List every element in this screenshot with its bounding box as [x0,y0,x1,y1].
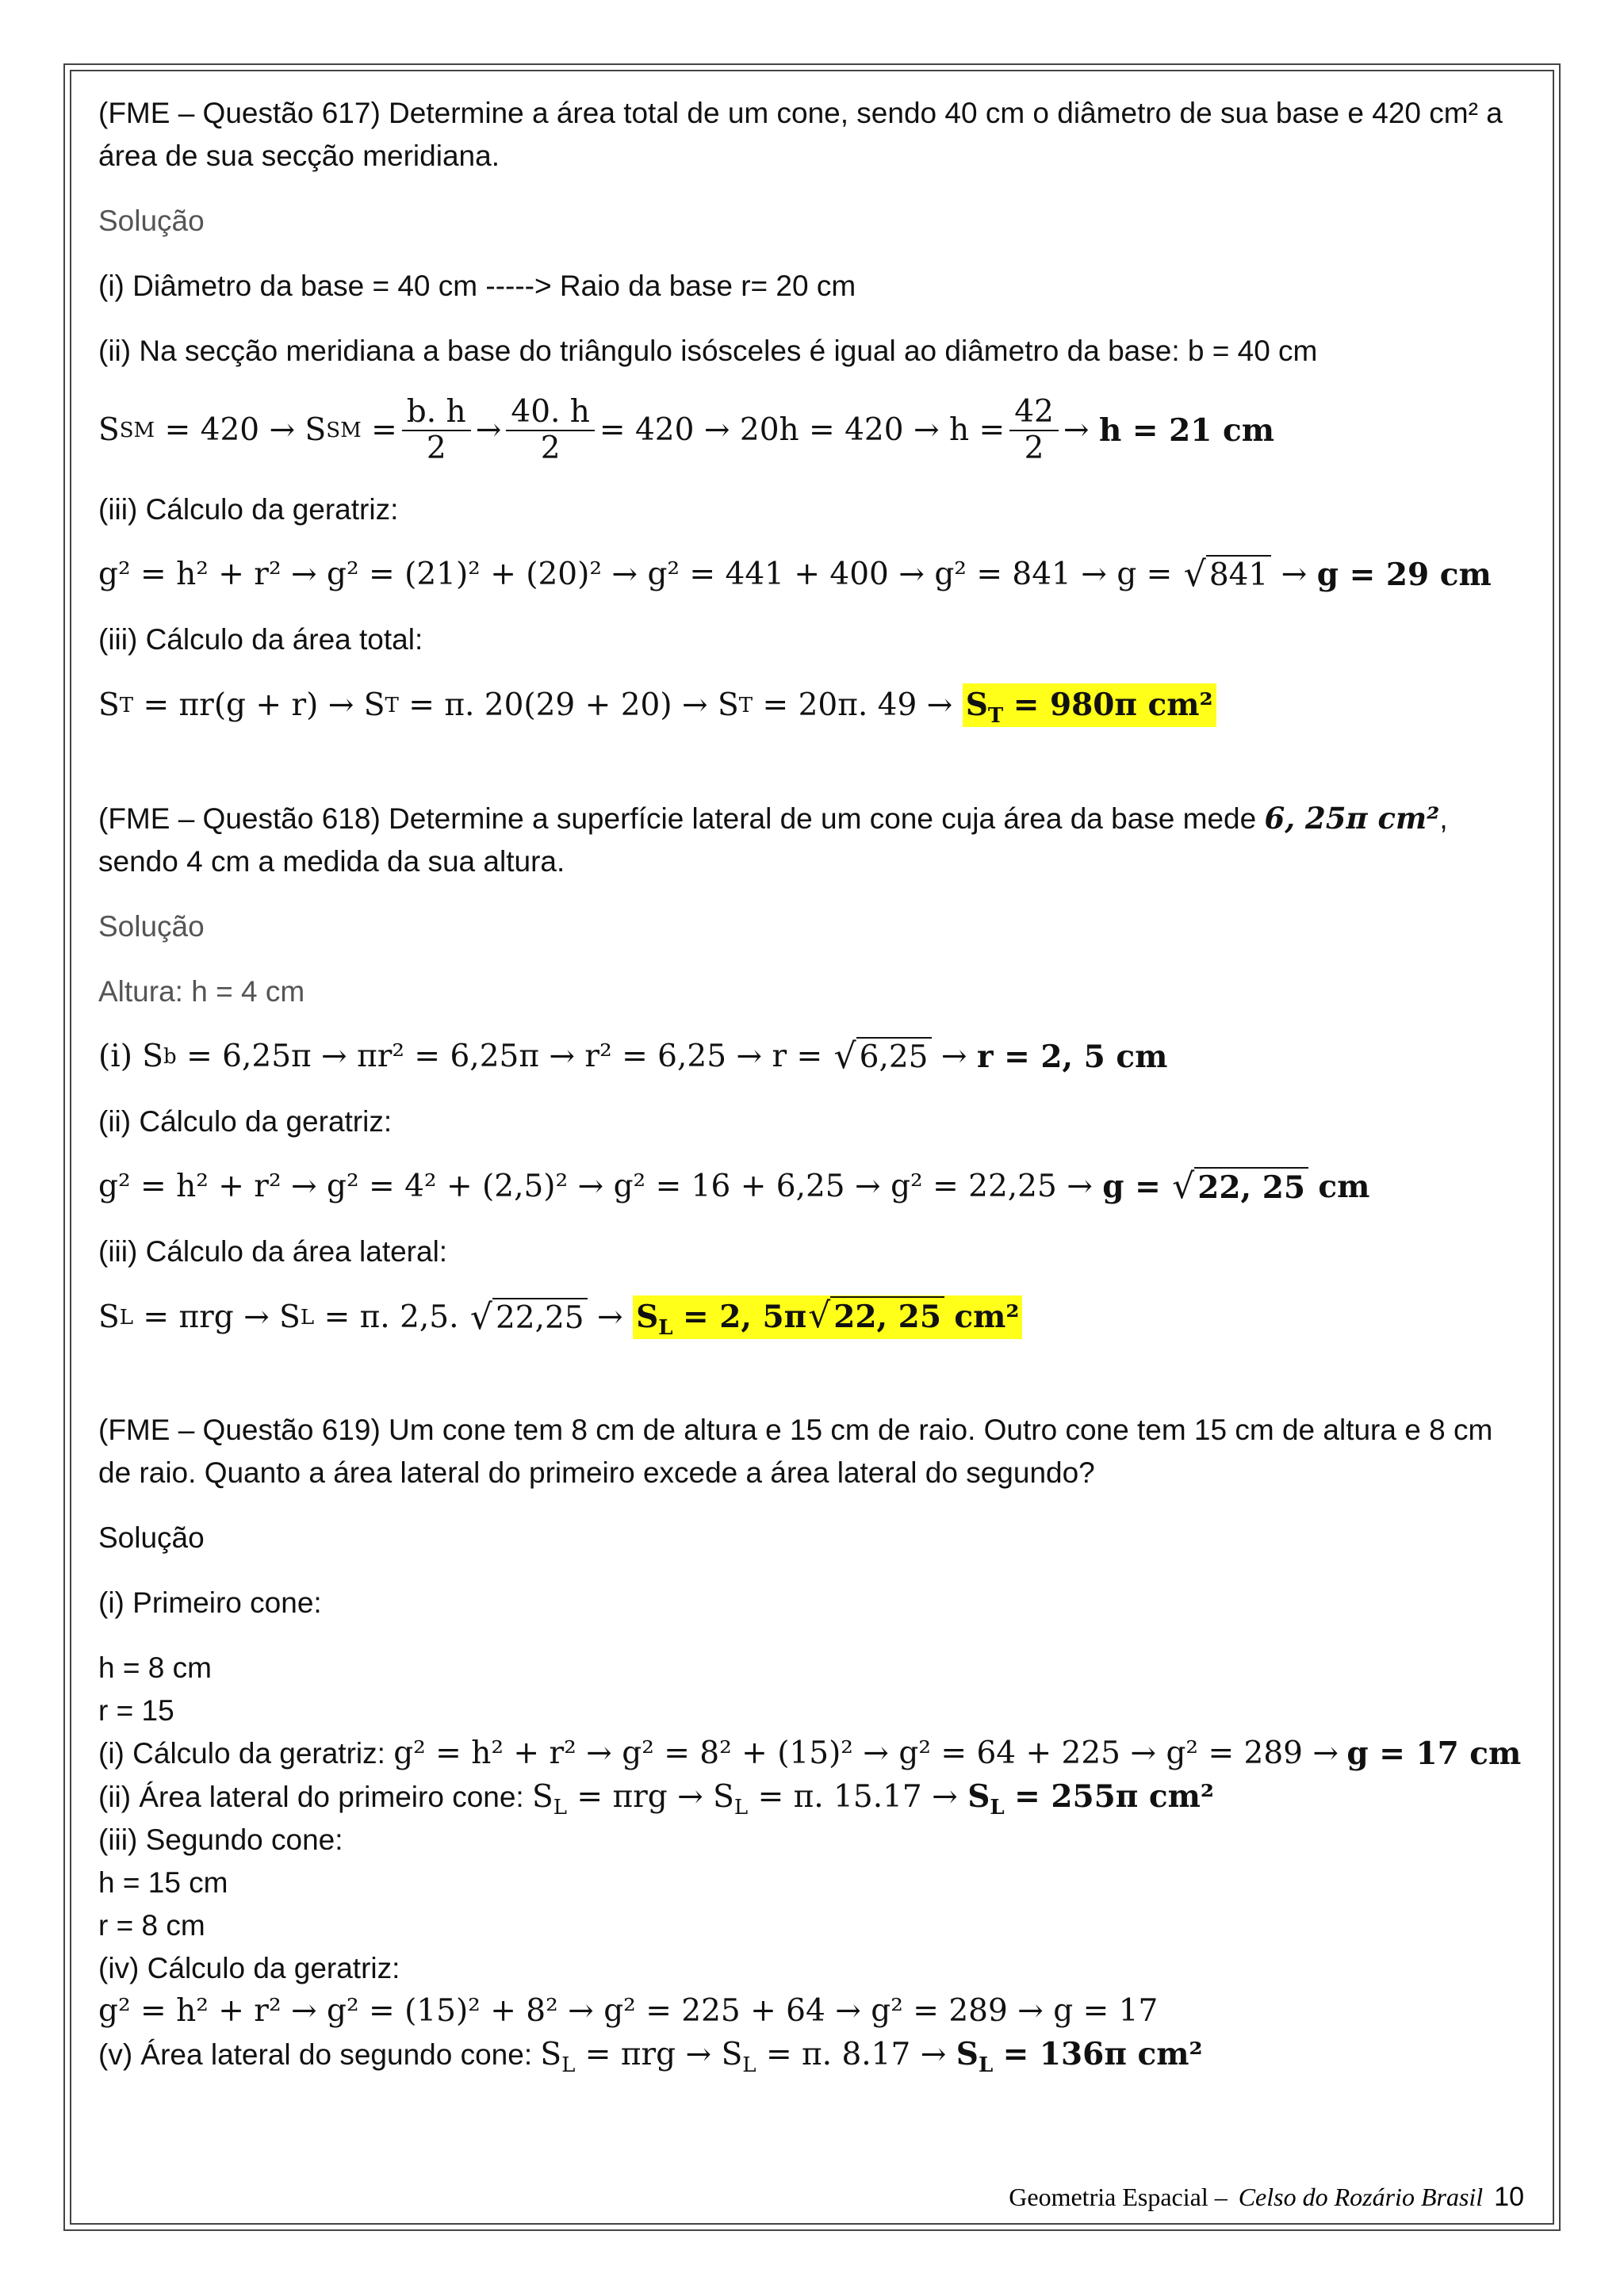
eq-text: = [371,412,397,448]
step-label: (i) Cálculo da geratriz: [98,1737,385,1770]
eq-result: = 255π cm² [1014,1778,1214,1815]
page-number: 10 [1494,2182,1524,2212]
eq-unit: cm [1318,1169,1370,1205]
step-label: (ii) Área lateral do primeiro cone: [98,1780,524,1813]
step-label: (v) Área lateral do segundo cone: [98,2038,533,2071]
question-619-title: (FME – Questão 619) Um cone tem 8 cm de altura e 15 cm de raio. Outro cone tem 15 cm de altura e 8 cm de raio. Quanto a área lateral do primeiro excede a área lateral do segundo? [98,1414,1493,1489]
eq-result: g = [1102,1169,1161,1205]
eq-result: = 980π cm² [1013,687,1213,723]
eq-text: S [540,2037,562,2072]
eq-text: = πrg → S [143,1299,301,1335]
second-cone-radius: r = 8 cm [98,1909,205,1942]
radicand: 22,25 [492,1298,588,1337]
first-lateral-area-line [98,1775,1526,1819]
eq-sub: L [658,1315,673,1340]
title-math: 6, 25π cm² [1264,801,1440,836]
eq-text: = π. 2,5. [324,1299,459,1335]
eq-result: g = 29 cm [1316,557,1492,593]
step-lateral-area: (iii) Cálculo da área lateral: [98,1235,448,1268]
eq-sub: L [742,2053,756,2077]
eq-text: → [1281,557,1308,592]
eq-result: = 136π cm² [1002,2036,1203,2072]
square-root: √ 22,25 [470,1298,588,1337]
eq-sub: L [561,2053,576,2077]
square-root: √ 22, 25 [1172,1167,1308,1207]
eq-text: → [940,1039,967,1074]
eq-text: = πrg → S [584,2037,743,2072]
eq-text: = 420 → S [164,412,327,448]
fraction-numerator: 42 [1009,395,1059,431]
equation-lateral-area: S L = πrg → S L = π. 2,5. √ 22,25 → $S_L = 2$, 5π √ 22, 25 cm² [98,1295,1526,1339]
square-root: √ 22, 25 [808,1296,944,1336]
fraction-numerator: b. h [402,395,471,431]
eq-text: g² = h² + r² → g² = (15)² + 8² → g² = 225 + 64 → g² = 289 → g = 17 [98,1993,1159,2029]
question-617 [98,92,1526,727]
eq-text: = 420 → 20h = 420 → h = [599,412,1005,448]
eq-text: = π. 20(29 + 20) → S [408,687,739,723]
eq-unit: cm² [954,1299,1020,1335]
page-content [98,92,1526,2076]
eq-text: S [98,412,120,448]
fraction-numerator: 40. h [506,395,595,431]
eq-text: = 6,25π → πr² = 6,25π → r² = 6,25 → r = [186,1039,823,1074]
second-generatrix-equation [98,1990,1526,2033]
step-generatrix: (ii) Cálculo da geratriz: [98,1105,393,1138]
eq-sub: L [553,1795,567,1820]
footer-author: Celso do Rozário Brasil [1238,2183,1484,2211]
step-meridian-section: (ii) Na secção meridiana a base do triângulo isósceles é igual ao diâmetro da base: b = 40 cm [98,335,1318,367]
eq-result: S [967,1778,990,1815]
eq-text: S [532,1779,553,1815]
equation-radius: (i) S b = 6,25π → πr² = 6,25π → r² = 6,25 → r = √ 6,25 → r = 2, 5 cm [98,1036,1168,1077]
eq-sub: T [987,703,1004,728]
step-diameter: (i) Diâmetro da base = 40 cm -----> Raio da base r= 20 cm [98,270,856,302]
eq-text: → [597,1299,623,1335]
step-second-generatrix: (iv) Cálculo da geratriz: [98,1952,400,1984]
first-generatrix-line [98,1732,1526,1775]
first-cone-height: h = 8 cm [98,1651,212,1684]
question-618 [98,797,1526,1339]
eq-text: S [98,687,120,723]
eq-text: g² = h² + r² → g² = (21)² + (20)² → g² = 441 + 400 → g² = 841 → g = [98,557,1173,592]
eq-text: S [98,1299,120,1335]
step-generatrix: (iii) Cálculo da geratriz: [98,493,399,526]
question-617-title: (FME – Questão 617) Determine a área total de um cone, sendo 40 cm o diâmetro de sua base e 420 cm² a área de sua secção meridiana. [98,97,1503,172]
fraction [1009,395,1059,466]
radicand: 22, 25 [1194,1167,1308,1207]
step-second-cone: (iii) Segundo cone: [98,1823,343,1856]
eq-result: g = 17 cm [1346,1735,1522,1772]
eq-result: = 2, 5π [682,1299,807,1335]
equation-total-area: S T = πr(g + r) → S T = π. 20(29 + 20) → S T = 20π. 49 → $S_T = 980\pi$ cm² [98,683,1526,727]
equation-generatrix [98,553,1526,596]
eq-text: → [475,412,502,448]
title-text: , sendo 4 cm a medida da sua altura. [98,802,1448,878]
eq-result: h = 21 cm [1098,412,1275,449]
footer-title: Geometria Espacial – [1009,2183,1228,2211]
title-text: (FME – Questão 618) Determine a superfície lateral de um cone cuja área da base mede [98,802,1257,835]
first-cone-radius: r = 15 [98,1694,174,1727]
eq-text: = 20π. 49 → [762,687,953,723]
radicand: 22, 25 [830,1296,944,1336]
eq-text: g² = h² + r² → g² = 4² + (2,5)² → g² = 16 + 6,25 → g² = 22,25 → [98,1169,1093,1204]
second-cone-height: h = 15 cm [98,1866,228,1899]
highlighted-answer [963,683,1216,727]
question-619 [98,1409,1526,2076]
solution-label: Solução [98,1521,205,1554]
page-footer [1009,2182,1524,2213]
equation-height: S SM = 420 → S SM = $\frac{b. h}{2}$ → $\frac{40. h}{2}$ = 420 → 20h = 420 → h = $\frac{42}{2}$ → h = 21 cm [98,394,1275,466]
highlighted-answer [633,1295,1022,1339]
eq-text: = π. 8.17 → [765,2037,947,2072]
eq-text: (i) S [98,1039,164,1074]
eq-text: = π. 15.17 → [757,1779,958,1815]
height-given: Altura: h = 4 cm [98,975,305,1008]
equation-generatrix [98,1165,1526,1208]
eq-result: S [956,2036,979,2072]
eq-text: → [1063,412,1090,448]
solution-list [98,1647,1526,2076]
second-lateral-area-line [98,2033,1526,2076]
radicand: 841 [1206,555,1271,595]
fraction [506,395,595,466]
step-first-cone: (i) Primeiro cone: [98,1586,322,1619]
fraction [402,395,471,466]
eq-text: g² = h² + r² → g² = 8² + (15)² → g² = 64 + 225 → g² = 289 → [393,1735,1339,1771]
fraction-denominator: 2 [540,430,561,466]
eq-text: = πr(g + r) → S [143,687,385,723]
eq-result: S [636,1299,659,1335]
solution-label: Solução [98,205,205,237]
fraction-denominator: 2 [426,430,446,466]
eq-result: S [965,687,988,723]
fraction-denominator: 2 [1024,430,1044,466]
radicand: 6,25 [856,1037,932,1077]
eq-sub: L [733,1795,749,1820]
square-root: √ 841 [1184,555,1272,595]
eq-sub: L [978,2053,994,2077]
eq-text: = πrg → S [576,1779,734,1815]
square-root: √ 6,25 [834,1037,932,1077]
step-total-area: (iii) Cálculo da área total: [98,623,423,656]
solution-label: Solução [98,910,205,943]
eq-sub: L [990,1795,1005,1820]
eq-result: r = 2, 5 cm [977,1039,1168,1075]
question-618-title [98,797,1526,883]
